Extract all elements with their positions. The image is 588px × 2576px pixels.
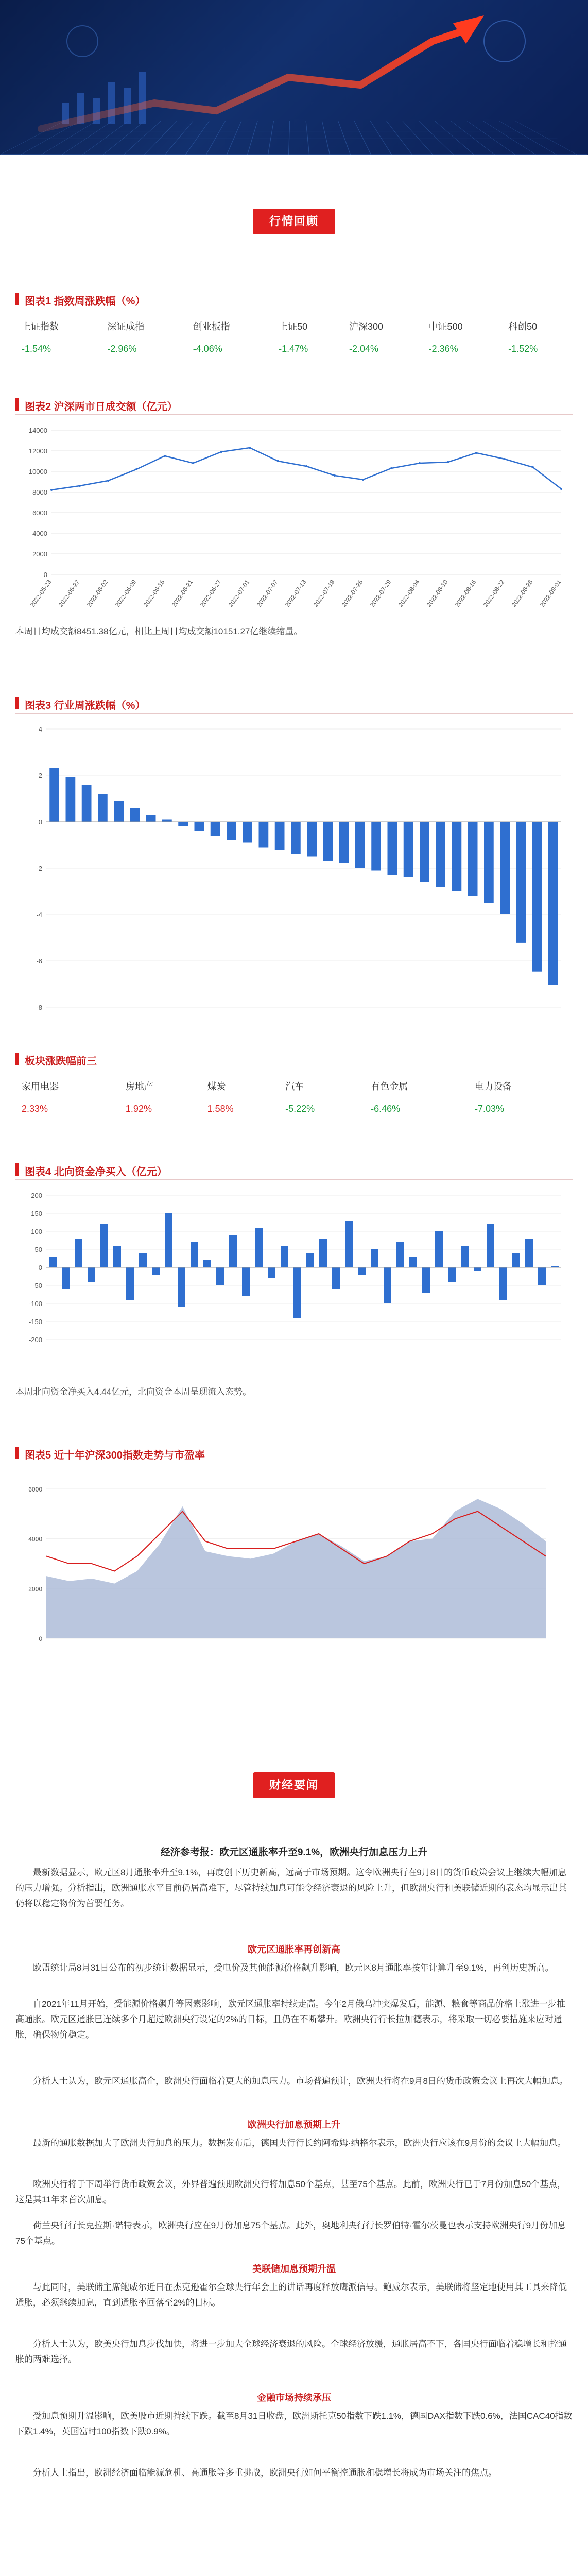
sector-name: 电力设备	[469, 1074, 573, 1098]
fig4-title: 图表4 北向资金净买入（亿元）	[25, 1166, 167, 1178]
news-paragraph: 受加息预期升温影响，欧美股市近期持续下跌。截至8月31日收盘，欧洲斯托克50指数下跌1.1%，德国DAX指数下跌0.6%，法国CAC40指数下跌1.4%，英国富时100指数下跌0.9%。	[15, 2411, 573, 2436]
northbound-bar	[139, 1253, 147, 1267]
industry-bar	[339, 822, 349, 863]
x-tick-label: 2022-08-16	[453, 578, 478, 609]
industry-bar	[452, 822, 462, 891]
turnover-chart	[15, 420, 573, 621]
x-tick-label: 2022-05-23	[28, 578, 53, 609]
data-point	[249, 447, 251, 449]
y-tick-label: -6	[36, 957, 42, 965]
top3-heading	[15, 1048, 573, 1069]
northbound-bar	[461, 1246, 469, 1267]
industry-bar	[532, 822, 542, 972]
industry-bar	[436, 822, 445, 887]
index-name: 中证500	[423, 314, 503, 338]
y-tick-label: 0	[38, 818, 42, 826]
northbound-bar	[216, 1267, 224, 1285]
industry-bar	[388, 822, 397, 875]
market-review-header	[0, 209, 588, 234]
northbound-bar	[499, 1267, 507, 1300]
northbound-bar	[49, 1257, 57, 1267]
northbound-bar	[203, 1260, 211, 1267]
x-tick-label: 2022-08-04	[396, 578, 421, 609]
sector-name: 汽车	[279, 1074, 365, 1098]
y-tick-label: 6000	[32, 509, 47, 517]
fig5-title: 图表5 近十年沪深300指数走势与市盈率	[25, 1450, 205, 1461]
x-tick-label: 2022-07-19	[312, 578, 336, 609]
index-change-table	[15, 314, 573, 360]
industry-bar	[355, 822, 365, 868]
y-tick-label: -200	[28, 1336, 42, 1344]
industry-bar	[468, 822, 478, 896]
northbound-bar	[319, 1239, 327, 1267]
data-point	[135, 468, 137, 470]
y-tick-label: 2000	[28, 1585, 42, 1593]
data-point	[220, 451, 222, 453]
data-point	[560, 488, 562, 490]
northbound-bar	[422, 1267, 430, 1293]
northbound-bar	[178, 1267, 185, 1307]
data-point	[390, 467, 392, 469]
industry-bar	[275, 822, 285, 850]
industry-bar	[66, 777, 76, 822]
index-name: 深证成指	[101, 314, 186, 338]
news-paragraph: 欧洲央行将于下周举行货币政策会议，外界普遍预期欧洲央行将加息50个基点，甚至75个基点。此前，欧洲央行已于7月份加息50个基点，这是其11年来首次加息。	[15, 2179, 566, 2205]
y-tick-label: 12000	[28, 447, 47, 455]
x-tick-label: 2022-07-01	[227, 578, 251, 609]
fig1-heading	[15, 289, 573, 309]
finance-news-header	[0, 1772, 588, 1798]
x-tick-label: 2022-06-27	[198, 578, 223, 609]
sector-change: -5.22%	[285, 1104, 315, 1114]
heading-accent-bar	[15, 697, 19, 709]
data-point	[362, 479, 364, 481]
industry-bar	[484, 822, 494, 903]
northbound-bar	[165, 1213, 172, 1267]
y-tick-label: 14000	[28, 427, 47, 434]
x-tick-label: 2022-08-26	[510, 578, 534, 609]
news-paragraph: 分析人士指出，欧洲经济面临能源危机、高通胀等多重挑战，欧洲央行如何平衡控通胀和稳增长将成为市场关注的焦点。	[33, 2468, 497, 2478]
northbound-bar	[88, 1267, 95, 1282]
industry-bar	[211, 822, 220, 836]
index-change: -2.96%	[107, 344, 137, 354]
banner-arrow-graphic	[0, 0, 588, 155]
northbound-bar	[474, 1267, 481, 1271]
sector-change: 2.33%	[22, 1104, 48, 1114]
x-tick-label: 2022-07-25	[340, 578, 365, 609]
industry-bar	[420, 822, 429, 882]
data-point	[419, 462, 421, 464]
fig3-title: 图表3 行业周涨跌幅（%）	[25, 700, 146, 711]
northbound-bar	[525, 1239, 533, 1267]
fig4-heading	[15, 1159, 573, 1180]
northbound-bar	[152, 1267, 160, 1275]
industry-bar	[82, 785, 92, 822]
news-paragraph: 最新的通胀数据加大了欧洲央行加息的压力。数据发布后，德国央行行长约阿希姆·纳格尔表示，欧洲央行应该在9月份的会议上大幅加息。	[33, 2138, 566, 2148]
index-name: 上证50	[272, 314, 343, 338]
industry-bar	[114, 801, 124, 822]
sector-change: -6.46%	[371, 1104, 401, 1114]
x-tick-label: 2022-06-21	[170, 578, 195, 609]
index-name: 创业板指	[187, 314, 272, 338]
data-point	[107, 480, 109, 482]
fig3-heading	[15, 693, 573, 714]
news-paragraph: 欧盟统计局8月31日公布的初步统计数据显示，受电价及其他能源价格飙升影响，欧元区8月通胀率按年计算升至9.1%，再创历史新高。	[33, 1963, 554, 1973]
x-tick-label: 2022-09-01	[538, 578, 563, 609]
y-tick-label: 100	[31, 1228, 42, 1235]
y-tick-label: -50	[32, 1282, 42, 1290]
csi300-area	[46, 1499, 546, 1638]
fig2-title: 图表2 沪深两市日成交额（亿元）	[25, 401, 178, 413]
x-tick-label: 2022-08-10	[425, 578, 449, 609]
industry-bar	[371, 822, 381, 871]
y-tick-label: 4000	[28, 1535, 42, 1543]
northbound-bar	[384, 1267, 391, 1303]
index-name: 上证指数	[15, 314, 101, 338]
northbound-bar	[113, 1246, 121, 1267]
top3-title: 板块涨跌幅前三	[25, 1056, 97, 1067]
y-tick-label: -8	[36, 1004, 42, 1011]
industry-bar	[516, 822, 526, 943]
market-review-tag: 行情回顾	[253, 209, 335, 234]
data-point	[532, 466, 534, 468]
y-tick-label: 0	[43, 571, 47, 579]
heading-accent-bar	[15, 1053, 19, 1065]
x-tick-label: 2022-07-29	[368, 578, 393, 609]
top3-table	[15, 1074, 573, 1120]
y-tick-label: 150	[31, 1210, 42, 1217]
industry-bar	[49, 768, 59, 822]
index-change: -1.54%	[22, 344, 51, 354]
turnover-line-chart	[15, 420, 573, 621]
y-tick-label: -4	[36, 911, 42, 919]
northbound-bar	[448, 1267, 456, 1282]
y-tick-label: -100	[28, 1300, 42, 1308]
industry-bar	[291, 822, 301, 854]
northbound-bar-chart	[15, 1185, 573, 1376]
y-tick-label: 50	[34, 1246, 42, 1253]
northbound-bar	[538, 1267, 546, 1285]
industry-bar	[178, 822, 188, 826]
industry-bar	[500, 822, 510, 914]
y-tick-label: 2	[38, 772, 42, 779]
heading-accent-bar	[15, 398, 19, 411]
data-point	[334, 474, 336, 477]
data-point	[447, 461, 449, 463]
northbound-bar	[126, 1267, 134, 1300]
news-paragraph: 分析人士认为，欧美央行加息步伐加快，将进一步加大全球经济衰退的风险。全球经济放缓，通胀居高不下，各国央行面临着稳增长和控通胀的两难选择。	[15, 2339, 567, 2364]
news-subhead: 欧洲央行加息预期上升	[248, 2120, 340, 2130]
northbound-bar	[281, 1246, 288, 1267]
turnover-line	[51, 448, 561, 490]
y-tick-label: -2	[36, 865, 42, 872]
y-tick-label: 10000	[28, 468, 47, 476]
news-paragraph: 最新数据显示，欧元区8月通胀率升至9.1%，再度创下历史新高，远高于市场预期。这令欧洲央行在9月8日的货币政策会议上继续大幅加息的压力增强。分析指出，欧洲通胀水平目前仍居高难下，尽管持续加息可能令经济衰退的风险上升，但欧洲央行和美联储近期的表态均显示出其仍将以稳定物价为首要任务。	[15, 1868, 567, 1908]
northbound-bar	[487, 1224, 494, 1267]
northbound-bar	[100, 1224, 108, 1267]
y-tick-label: 4000	[32, 530, 47, 537]
northbound-chart	[15, 1185, 573, 1376]
industry-bar	[404, 822, 413, 877]
heading-accent-bar	[15, 293, 19, 305]
sector-change: -7.03%	[475, 1104, 505, 1114]
northbound-bar	[512, 1253, 520, 1267]
x-tick-label: 2022-06-02	[85, 578, 110, 609]
index-change: -1.52%	[508, 344, 538, 354]
northbound-bar	[242, 1267, 250, 1296]
data-point	[504, 458, 506, 460]
industry-bar	[259, 822, 269, 848]
csi300-area-chart	[15, 1468, 573, 1669]
heading-accent-bar	[15, 1163, 19, 1176]
fig2-note: 本周日均成交额8451.38亿元，相比上周日均成交额10151.27亿继续缩量。	[15, 626, 303, 636]
northbound-bar	[306, 1253, 314, 1267]
data-point	[79, 485, 81, 487]
x-tick-label: 2022-07-13	[283, 578, 308, 609]
northbound-bar	[332, 1267, 340, 1289]
news-title: 经济参考报：欧元区通胀率升至9.1%，欧洲央行加息压力上升	[160, 1847, 428, 1858]
data-point	[305, 465, 307, 467]
industry-bar	[162, 820, 172, 822]
northbound-bar	[293, 1267, 301, 1318]
y-tick-label: 8000	[32, 488, 47, 496]
index-name: 沪深300	[343, 314, 423, 338]
x-tick-label: 2022-05-27	[57, 578, 81, 609]
heading-accent-bar	[15, 1447, 19, 1459]
data-point	[475, 452, 477, 454]
index-name: 科创50	[502, 314, 573, 338]
northbound-bar	[435, 1231, 443, 1267]
northbound-bar	[62, 1267, 70, 1289]
industry-bar	[146, 815, 156, 822]
northbound-bar	[396, 1242, 404, 1267]
index-change: -4.06%	[193, 344, 222, 354]
industry-bar	[307, 822, 317, 857]
northbound-bar	[371, 1249, 378, 1267]
y-tick-label: 200	[31, 1192, 42, 1199]
industry-bar	[227, 822, 236, 840]
industry-bar	[98, 794, 108, 822]
industry-bar	[195, 822, 204, 831]
news-paragraph: 与此同时，美联储主席鲍威尔近日在杰克逊霍尔全球央行年会上的讲话再度释放鹰派信号。鲍威尔表示，美联储将坚定地使用其工具来降低通胀，必须继续加息，直到通胀率回落至2%的目标。	[15, 2282, 567, 2308]
fig1-title: 图表1 指数周涨跌幅（%）	[25, 296, 146, 307]
x-tick-label: 2022-08-22	[481, 578, 506, 609]
y-tick-label: 0	[39, 1635, 42, 1642]
index-change: -2.04%	[349, 344, 378, 354]
x-tick-label: 2022-07-07	[255, 578, 280, 609]
y-tick-label: 4	[38, 725, 42, 733]
x-tick-label: 2022-06-15	[142, 578, 166, 609]
fig2-heading	[15, 394, 573, 415]
industry-bar	[130, 808, 140, 822]
northbound-bar	[255, 1228, 263, 1267]
header-banner	[0, 0, 588, 155]
industry-chart	[15, 719, 573, 1033]
x-tick-label: 2022-06-09	[113, 578, 138, 609]
industry-bar	[323, 822, 333, 861]
finance-news-tag: 财经要闻	[253, 1772, 335, 1798]
y-tick-label: 6000	[28, 1486, 42, 1493]
northbound-bar	[75, 1239, 82, 1267]
y-tick-label: 2000	[32, 550, 47, 558]
fig5-heading	[15, 1443, 573, 1463]
data-point	[192, 462, 194, 464]
fig4-note: 本周北向资金净买入4.44亿元，北向资金本周呈现流入态势。	[15, 1387, 252, 1397]
northbound-bar	[191, 1242, 198, 1267]
sector-name: 有色金属	[365, 1074, 469, 1098]
data-point	[164, 455, 166, 457]
data-point	[50, 489, 53, 491]
index-change: -2.36%	[428, 344, 458, 354]
sector-name: 家用电器	[15, 1074, 119, 1098]
northbound-bar	[268, 1267, 275, 1278]
northbound-bar	[229, 1235, 237, 1267]
news-paragraph: 自2021年11月开始，受能源价格飙升等因素影响，欧元区通胀率持续走高。今年2月俄乌冲突爆发后，能源、粮食等商品价格上涨进一步推高通胀。欧元区通胀已连续多个月超过欧洲央行设定的2%的目标，且仍在不断攀升。欧洲央行行长拉加德表示，将采取一切必要措施来应对通胀，确保物价稳定。	[15, 1999, 565, 2040]
news-subhead: 美联储加息预期升温	[252, 2264, 336, 2274]
news-subhead: 欧元区通胀率再创新高	[248, 1944, 340, 1955]
news-paragraph: 荷兰央行行长克拉斯·诺特表示，欧洲央行应在9月份加息75个基点。此外，奥地利央行行长罗伯特·霍尔茨曼也表示支持欧洲央行9月份加息75个基点。	[15, 2221, 566, 2246]
industry-bar-chart	[15, 719, 573, 1033]
northbound-bar	[358, 1267, 366, 1275]
sector-name: 房地产	[119, 1074, 201, 1098]
sector-name: 煤炭	[201, 1074, 280, 1098]
news-subhead: 金融市场持续承压	[257, 2393, 331, 2403]
sector-change: 1.58%	[207, 1104, 234, 1114]
y-tick-label: -150	[28, 1318, 42, 1326]
northbound-bar	[345, 1221, 353, 1267]
index-change: -1.47%	[279, 344, 308, 354]
sector-change: 1.92%	[125, 1104, 152, 1114]
data-point	[277, 460, 279, 462]
industry-bar	[548, 822, 558, 985]
news-paragraph: 分析人士认为，欧元区通胀高企，欧洲央行面临着更大的加息压力。市场普遍预计，欧洲央行将在9月8日的货币政策会议上再次大幅加息。	[33, 2076, 568, 2086]
northbound-bar	[409, 1257, 417, 1267]
csi300-chart	[15, 1468, 573, 1669]
y-tick-label: 0	[38, 1264, 42, 1272]
industry-bar	[243, 822, 252, 843]
